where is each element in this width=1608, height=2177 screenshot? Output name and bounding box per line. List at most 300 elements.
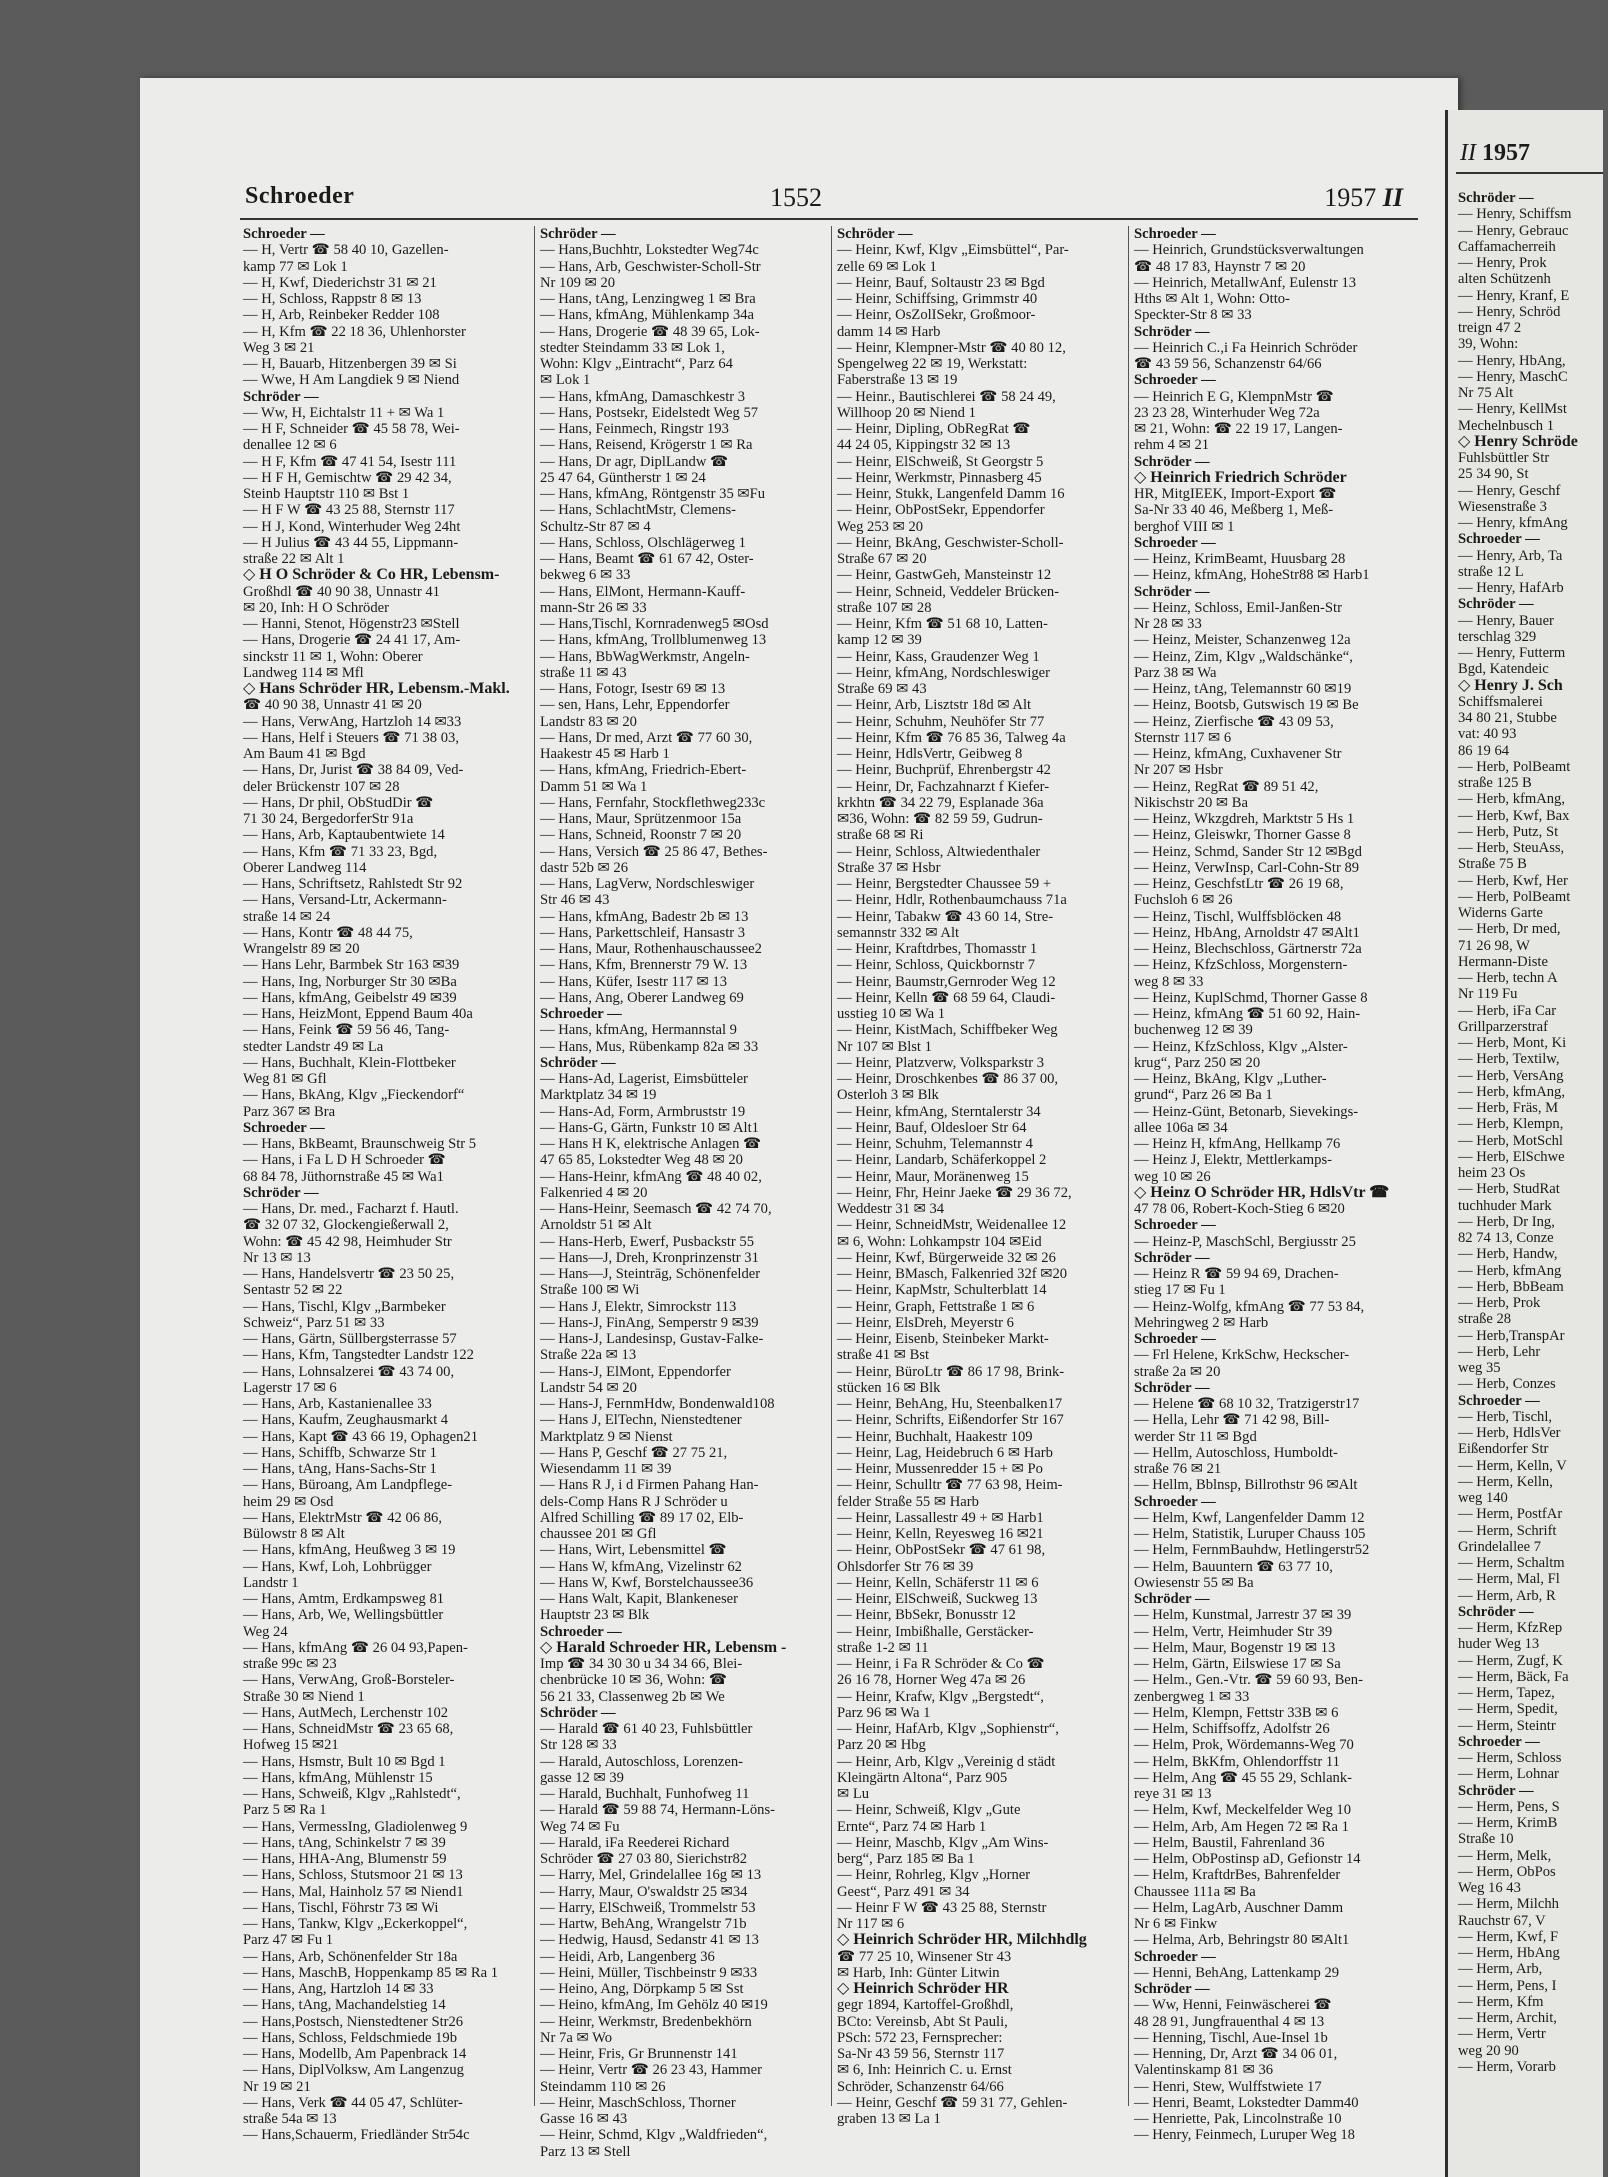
directory-entry: weg 140 (1458, 1490, 1508, 1506)
directory-entry: Marktplatz 34 ✉ 19 (540, 1087, 657, 1104)
directory-entry: — Hans,Tischl, Kornradenweg5 ✉Osd (540, 616, 769, 632)
directory-entry: — Herm, Kwf, F (1458, 1928, 1559, 1945)
directory-entry: Eißendorfer Str (1458, 1441, 1549, 1458)
directory-entry: Landstr 83 ✉ 20 (540, 713, 637, 730)
directory-entry: — Hans, kfmAng, Friedrich-Ebert- (540, 762, 747, 779)
surname-heading: Schröder — (1134, 1591, 1210, 1607)
directory-entry: — Harald, iFa Reederei Richard (540, 1834, 730, 1851)
directory-entry: ✉ Lu (837, 1786, 870, 1802)
directory-entry: — Hans, VermessIng, Gladiolenweg 9 (243, 1818, 468, 1835)
directory-entry: — Heino, Ang, Dörpkamp 5 ✉ Sst (540, 1981, 744, 1997)
directory-entry: — Heino, kfmAng, Im Gehölz 40 ✉19 (540, 1997, 768, 2014)
directory-entry: — Herb, Lehr (1458, 1343, 1541, 1360)
directory-entry: — Hans J, Elektr, Simrockstr 113 (540, 1298, 737, 1315)
directory-entry: straße 54a ✉ 13 (243, 2111, 337, 2127)
directory-entry: gegr 1894, Kartoffel-Großhdl, (837, 1997, 1014, 2014)
directory-entry: — Herm, Spedit, (1458, 1701, 1558, 1718)
surname-heading: Schroeder — (1458, 1392, 1540, 1409)
directory-entry: — Hans—J, Steintrāg, Schönenfelder (540, 1266, 761, 1282)
directory-entry: — Herb, VersAng (1458, 1067, 1564, 1084)
directory-entry: — Herb, Mont, Ki (1458, 1035, 1567, 1051)
directory-entry: — Heinz, VerwInsp, Carl-Cohn-Str 89 (1134, 859, 1360, 876)
directory-entry: — Hans, i Fa L D H Schroeder ☎ (243, 1152, 446, 1169)
directory-entry: ✉ 20, Inh: H O Schröder (243, 599, 389, 616)
directory-entry: Sternstr 117 ✉ 6 (1134, 729, 1232, 746)
directory-entry: — Heinr, GastwGeh, Mansteinstr 12 (837, 567, 1052, 584)
directory-entry: — H, Arb, Reinbeker Redder 108 (243, 307, 440, 324)
directory-entry: — Heinz, Schloss, Emil-Janßen-Str (1134, 599, 1342, 616)
directory-entry: — Heinr, Fhr, Heinr Jaeke ☎ 29 36 72, (837, 1184, 1072, 1201)
directory-entry: — H, Vertr ☎ 58 40 10, Gazellen- (243, 242, 449, 259)
directory-entry: rehm 4 ✉ 21 (1134, 437, 1210, 454)
directory-entry: — Henri, Beamt, Lokstedter Damm40 (1134, 2094, 1359, 2111)
directory-entry: — Herm, Melk, (1458, 1847, 1552, 1864)
directory-entry: Wiesendamm 11 ✉ 39 (540, 1461, 672, 1477)
directory-entry: — Heinr, SchneidMstr, Weidenallee 12 (837, 1217, 1067, 1234)
directory-entry: — Ww, Henni, Feinwäscherei ☎ (1134, 1997, 1332, 2014)
directory-entry: — Herb, StudRat (1458, 1181, 1560, 1198)
directory-entry: — Herm, Pens, S (1458, 1798, 1560, 1815)
directory-entry: — Hans, Kapt ☎ 43 66 19, Ophagen21 (243, 1428, 479, 1445)
directory-entry: Weg 74 ✉ Fu (540, 1818, 620, 1835)
directory-entry: — Herb, ElSchwe (1458, 1148, 1565, 1165)
directory-entry: semannstr 332 ✉ Alt (837, 924, 960, 941)
directory-entry: Parz 13 ✉ Stell (540, 2143, 631, 2160)
column-3 (837, 226, 1125, 2127)
directory-entry: — Heinr, Schrifts, Eißendorfer Str 167 (837, 1412, 1064, 1429)
directory-entry: — Henry, Schiffsm (1458, 206, 1572, 223)
surname-heading: Schroeder — (1458, 531, 1540, 548)
directory-entry: — Herb, kfmAng, (1458, 1083, 1566, 1100)
surname-heading: Schroeder — (1134, 226, 1216, 242)
directory-entry: Straße 37 ✉ Hsbr (837, 859, 941, 876)
directory-entry: — Heinr, BMasch, Falkenried 32f ✉20 (837, 1266, 1068, 1282)
directory-entry: — Hans, Modellb, Am Papenbrack 14 (243, 2046, 467, 2062)
directory-entry: — Hans, Feink ☎ 59 56 46, Tang- (243, 1022, 450, 1039)
directory-entry: — Hellm, Autoschloss, Humboldt- (1134, 1444, 1338, 1461)
directory-entry: — Helm., Gen.-Vtr. ☎ 59 60 93, Ben- (1134, 1672, 1363, 1689)
directory-entry: — Harald ☎ 61 40 23, Fuhlsbüttler (540, 1721, 753, 1737)
directory-entry: ◇ Heinrich Schröder HR, Milchhdlg (837, 1931, 1087, 1949)
surname-heading: Schröder — (243, 388, 319, 405)
directory-entry: — Henry, Feinmech, Luruper Weg 18 (1134, 2127, 1355, 2144)
directory-entry: Wrangelstr 89 ✉ 20 (243, 941, 360, 957)
directory-entry: felder Straße 55 ✉ Harb (837, 1493, 979, 1510)
column-1 (243, 226, 531, 2144)
directory-entry: — Heinr, ElSchweiß, St Georgstr 5 (837, 453, 1044, 470)
directory-entry: — Heinr, Maschb, Klgv „Am Wins- (837, 1834, 1049, 1851)
directory-entry: — Heinz-P, MaschSchl, Bergiusstr 25 (1134, 1233, 1356, 1250)
directory-entry: Hauptstr 23 ✉ Blk (540, 1607, 650, 1624)
directory-entry: 48 28 91, Jungfrauenthal 4 ✉ 13 (1134, 2013, 1325, 2030)
directory-entry: Sa-Nr 43 59 56, Sternstr 117 (837, 2046, 1005, 2062)
directory-entry: Bgd, Katendeic (1458, 661, 1549, 678)
directory-entry: — Henry, Schröd (1458, 303, 1561, 320)
directory-entry: — Hans, ElMont, Hermann-Kauff- (540, 583, 746, 600)
directory-entry: — Herb, Conzes (1458, 1376, 1556, 1393)
directory-entry: — Helm, Schiffsoffz, Adolfstr 26 (1134, 1721, 1330, 1737)
directory-entry: — Henry, HafArb (1458, 580, 1564, 596)
directory-entry: — Hans, Dr, Jurist ☎ 38 84 09, Ved- (243, 762, 464, 779)
directory-entry: — Heinr, Mussenredder 15 + ✉ Po (837, 1461, 1043, 1477)
directory-entry: — Hans,Schauerm, Friedländer Str54c (243, 2127, 470, 2144)
directory-entry: — Herm, Tapez, (1458, 1685, 1555, 1701)
directory-entry: Chaussee 111a ✉ Ba (1134, 1883, 1256, 1900)
directory-entry: — Harry, Mel, Grindelallee 16g ✉ 13 (540, 1867, 762, 1884)
directory-entry: — Hans, Ang, Oberer Landweg 69 (540, 989, 744, 1006)
directory-entry: — Heinr F W ☎ 43 25 88, Sternstr (837, 1899, 1047, 1916)
directory-entry: Rauchstr 67, V (1458, 1912, 1546, 1929)
surname-heading: Schroeder — (1134, 1948, 1216, 1965)
directory-entry: sinckstr 11 ✉ 1, Wohn: Oberer (243, 648, 423, 665)
directory-entry: 71 26 98, W (1458, 937, 1530, 954)
directory-entry: — Heini, Müller, Tischbeinstr 9 ✉33 (540, 1964, 758, 1981)
directory-entry: — Herb, kfmAng (1458, 1262, 1562, 1279)
directory-entry: dastr 52b ✉ 26 (540, 859, 629, 876)
directory-entry: — Heinr, Eisenb, Steinbeker Markt- (837, 1331, 1049, 1347)
directory-entry: — Henry, Arb, Ta (1458, 547, 1563, 564)
directory-entry: Weg 81 ✉ Gfl (243, 1071, 327, 1087)
directory-entry: — Hans, Kontr ☎ 48 44 75, (243, 924, 413, 941)
directory-entry: — Hans, Schneid, Roonstr 7 ✉ 20 (540, 827, 742, 844)
directory-entry: — Hans, Helf i Steuers ☎ 71 38 03, (243, 729, 459, 746)
directory-entry: Straße 75 B (1458, 856, 1527, 873)
directory-entry: — Hans, Kaufm, Zeughausmarkt 4 (243, 1412, 449, 1429)
directory-entry: — Herb, iFa Car (1458, 1002, 1557, 1019)
directory-entry: — Herb, SteuAss, (1458, 840, 1565, 856)
directory-entry: graben 13 ✉ La 1 (837, 2111, 941, 2127)
directory-entry: — Henry, Gebrauc (1458, 222, 1569, 239)
directory-entry: — Harald ☎ 59 88 74, Hermann-Löns- (540, 1802, 776, 1819)
directory-entry: straße 107 ✉ 28 (837, 599, 932, 616)
directory-entry: — Herm, HbAng (1458, 1945, 1560, 1961)
directory-entry: — Heinz, Tischl, Wulffsblöcken 48 (1134, 908, 1342, 925)
directory-entry: Straße 69 ✉ 43 (837, 681, 927, 697)
directory-entry: — Heinrich E G, KlempnMstr ☎ (1134, 388, 1334, 405)
directory-entry: — Heinr, ElSchweiß, Suckweg 13 (837, 1591, 1038, 1607)
directory-entry: Nr 117 ✉ 6 (837, 1916, 905, 1932)
directory-entry: — Heinz, tAng, Telemannstr 60 ✉19 (1134, 681, 1352, 697)
directory-entry: — Hans, Tischl, Klgv „Barmbeker (243, 1298, 446, 1315)
directory-entry: — Hans, Parkettschleif, Hansastr 3 (540, 924, 746, 941)
directory-entry: — Henri, Stew, Wulffstwiete 17 (1134, 2078, 1322, 2095)
directory-entry: — Heinr, Klempner-Mstr ☎ 40 80 12, (837, 339, 1066, 356)
directory-entry: — Hans, VerwAng, Hartzloh 14 ✉33 (243, 713, 462, 730)
directory-entry: straße 28 (1458, 1311, 1512, 1328)
directory-entry: — Henry, Bauer (1458, 612, 1554, 629)
directory-entry: — Hans, Mal, Hainholz 57 ✉ Niend1 (243, 1883, 464, 1900)
directory-entry: — Heinr, Kfm ☎ 76 85 36, Talweg 4a (837, 729, 1066, 746)
directory-entry: Nr 119 Fu (1458, 986, 1518, 1003)
directory-entry: — Herb, Fräs, M (1458, 1100, 1559, 1116)
directory-entry: deler Brückenstr 107 ✉ 28 (243, 778, 400, 795)
directory-entry: Lagerstr 17 ✉ 6 (243, 1379, 337, 1396)
surname-heading: Schröder — (243, 1184, 319, 1201)
directory-entry: — Hellm, Bblnsp, Billrothstr 96 ✉Alt (1134, 1477, 1358, 1494)
column-2 (540, 226, 828, 2160)
directory-entry: ☎ 40 90 38, Unnastr 41 ✉ 20 (243, 697, 422, 714)
directory-entry: — Herb, PolBeamt (1458, 758, 1571, 775)
directory-entry: Straße 100 ✉ Wi (540, 1282, 640, 1299)
directory-entry: — Herm, Bäck, Fa (1458, 1668, 1569, 1685)
directory-page (140, 78, 1458, 2177)
directory-entry: — Hans, Küfer, Isestr 117 ✉ 13 (540, 973, 728, 990)
directory-entry: ◇ Henry Schröde (1458, 432, 1578, 450)
directory-entry: treign 47 2 (1458, 320, 1522, 336)
directory-entry: — Heinr, kfmAng, Nordschleswiger (837, 664, 1051, 681)
directory-entry: straße 2a ✉ 20 (1134, 1363, 1221, 1380)
directory-entry: — Heinr, i Fa R Schröder & Co ☎ (837, 1656, 1045, 1672)
directory-entry: — Herm, Schrift (1458, 1522, 1557, 1539)
directory-entry: heim 29 ✉ Osd (243, 1493, 334, 1510)
directory-entry: — Heinr, Kwf, Klgv „Eimsbüttel“, Par- (837, 242, 1069, 259)
directory-entry: — Hans,Buchhtr, Lokstedter Weg74c (540, 242, 759, 259)
directory-entry: straße 125 B (1458, 775, 1532, 791)
directory-entry: — Heinr, Schloss, Quickbornstr 7 (837, 957, 1036, 974)
directory-entry: — Hans, Mus, Rübenkamp 82a ✉ 33 (540, 1038, 759, 1055)
directory-entry: — Hans—J, Dreh, Kronprinzenstr 31 (540, 1249, 759, 1266)
directory-entry: — Hans, Versich ☎ 25 86 47, Bethes- (540, 843, 768, 860)
directory-entry: — Hans, kfmAng, Mühlenkamp 34a (540, 307, 755, 324)
directory-entry: — Heinr, Kass, Graudenzer Weg 1 (837, 648, 1040, 665)
directory-entry: chaussee 201 ✉ Gfl (540, 1526, 657, 1542)
directory-entry: Sentastr 52 ✉ 22 (243, 1282, 343, 1299)
directory-entry: — Heinr, Platzverw, Volksparkstr 3 (837, 1054, 1045, 1071)
directory-entry: — Heinz, KuplSchmd, Thorner Gasse 8 (1134, 989, 1368, 1006)
directory-entry: — Hans, HeizMont, Eppend Baum 40a (243, 1006, 473, 1022)
directory-entry: Parz 38 ✉ Wa (1134, 664, 1217, 681)
directory-entry: straße 11 ✉ 43 (540, 664, 627, 681)
directory-entry: ✉ 6, Wohn: Lohkampstr 104 ✉Eid (837, 1233, 1042, 1250)
directory-entry: — Hans-Heinr, kfmAng ☎ 48 40 02, (540, 1168, 762, 1185)
directory-entry: Widerns Garte (1458, 905, 1543, 921)
directory-entry: huder Weg 13 (1458, 1636, 1540, 1653)
directory-entry: Nr 28 ✉ 33 (1134, 616, 1202, 632)
directory-entry: — Herb, Kwf, Bax (1458, 807, 1570, 824)
directory-entry: — Hans, DiplVolksw, Am Langenzug (243, 2062, 464, 2079)
directory-entry: — Herm, Schaltm (1458, 1555, 1565, 1571)
directory-entry: — Herm, Kfm (1458, 1993, 1544, 2010)
directory-entry: 44 24 05, Kippingstr 32 ✉ 13 (837, 437, 1011, 454)
directory-entry: — Hans, SchlachtMstr, Clemens- (540, 502, 736, 519)
directory-entry: — Heinz-Günt, Betonarb, Sievekings- (1134, 1103, 1359, 1120)
directory-entry: zenbergweg 1 ✉ 33 (1134, 1688, 1250, 1705)
directory-entry: usstieg 10 ✉ Wa 1 (837, 1006, 946, 1022)
directory-entry: — Hans, kfmAng, Mühlenstr 15 (243, 1769, 433, 1786)
directory-entry: — Herb, techn A (1458, 970, 1558, 986)
directory-entry: — Herb, Dr med, (1458, 921, 1561, 938)
directory-entry: berghof VIII ✉ 1 (1134, 518, 1235, 535)
directory-entry: — Hans, kfmAng, Trollblumenweg 13 (540, 632, 767, 649)
directory-entry: — H, Kfm ☎ 22 18 36, Uhlenhorster (243, 323, 466, 340)
directory-entry: 71 30 24, BergedorferStr 91a (243, 811, 414, 827)
directory-entry: — Heinr, Rohrleg, Klgv „Horner (837, 1867, 1031, 1884)
column-divider (1128, 226, 1129, 2106)
directory-entry: Fuchsloh 6 ✉ 26 (1134, 892, 1233, 909)
adjacent-year: 1957 (1481, 140, 1530, 166)
directory-entry: — Heinr, Kraftdrbes, Thomasstr 1 (837, 941, 1038, 957)
directory-entry: — Helm, Gärtn, Eilswiese 17 ✉ Sa (1134, 1656, 1341, 1672)
directory-entry: — Herm, Vertr (1458, 2026, 1546, 2043)
directory-entry: Straße 22a ✉ 13 (540, 1347, 637, 1364)
directory-entry: — Heinz, kfmAng ☎ 51 60 92, Hain- (1134, 1006, 1361, 1022)
directory-entry: Schröder ☎ 27 03 80, Sierichstr82 (540, 1851, 748, 1867)
directory-entry: — Hans, Lohnsalzerei ☎ 43 74 00, (243, 1363, 455, 1380)
directory-entry: stedter Landstr 49 ✉ La (243, 1038, 384, 1055)
directory-entry: — Heinr, Arb, Lisztstr 18d ✉ Alt (837, 697, 1032, 714)
directory-entry: stieg 17 ✉ Fu 1 (1134, 1282, 1226, 1299)
directory-entry: — Hans, Arb, Geschwister-Scholl-Str (540, 258, 761, 275)
surname-heading: Schroeder — (243, 226, 325, 242)
directory-entry: berg“, Parz 185 ✉ Ba 1 (837, 1851, 975, 1867)
directory-entry: — Hans, kfmAng ☎ 26 04 93,Papen- (243, 1639, 468, 1656)
directory-entry: Wiesenstraße 3 (1458, 498, 1547, 515)
directory-entry: — Helm, Maur, Bogenstr 19 ✉ 13 (1134, 1639, 1336, 1656)
directory-entry: Straße 67 ✉ 20 (837, 551, 927, 567)
directory-entry: — H F H, Gemischtw ☎ 29 42 34, (243, 469, 452, 486)
directory-entry: — Hans, Handelsvertr ☎ 23 50 25, (243, 1266, 455, 1282)
directory-entry: Nr 109 ✉ 20 (540, 274, 616, 291)
directory-entry: straße 68 ✉ Ri (837, 827, 924, 844)
directory-entry: — Hans, SchneidMstr ☎ 23 65 68, (243, 1721, 454, 1737)
directory-entry: — Heinr, OsZolISekr, Großmoor- (837, 307, 1036, 324)
directory-entry: — Hans-J, ElMont, Eppendorfer (540, 1363, 731, 1380)
page-header-title: Schroeder (245, 183, 355, 209)
column-divider (831, 226, 832, 2106)
directory-entry: Hermann-Diste (1458, 953, 1548, 970)
directory-entry: — Hans, Dr. med., Facharzt f. Hautl. (243, 1201, 459, 1217)
directory-entry: — Helm, Statistik, Luruper Chauss 105 (1134, 1526, 1366, 1542)
directory-entry: terschlag 329 (1458, 628, 1537, 645)
directory-entry: — Hans J, ElTechn, Nienstedtener (540, 1412, 742, 1429)
directory-entry: — Herm, Steintr (1458, 1717, 1556, 1734)
directory-entry: — Hans H K, elektrische Anlagen ☎ (540, 1136, 762, 1152)
directory-entry: — Heinr, Fris, Gr Brunnenstr 141 (540, 2046, 738, 2062)
directory-entry: — Heinr, Tabakw ☎ 43 60 14, Stre- (837, 908, 1054, 925)
directory-entry: — Heinz, kfmAng, Cuxhavener Str (1134, 746, 1342, 762)
year-label: 1957 (1324, 183, 1377, 212)
directory-entry: — Harald, Autoschloss, Lorenzen- (540, 1753, 744, 1770)
directory-entry: — Herb, kfmAng, (1458, 791, 1566, 808)
directory-entry: — Hans, Schriftsetz, Rahlstedt Str 92 (243, 876, 463, 892)
directory-entry: Landstr 1 (243, 1574, 299, 1591)
directory-entry: Oberer Landweg 114 (243, 859, 367, 876)
directory-entry: — Heinz, KfzSchloss, Morgenstern- (1134, 957, 1348, 974)
directory-entry: Str 46 ✉ 43 (540, 892, 610, 909)
directory-entry: kamp 12 ✉ 39 (837, 632, 922, 649)
directory-entry: — Heinr, Werkmstr, Bredenbekhörn (540, 2013, 752, 2030)
directory-entry: — H, Kwf, Diederichstr 31 ✉ 21 (243, 274, 437, 291)
directory-entry: — Hans, Amtm, Erdkampsweg 81 (243, 1591, 445, 1607)
directory-entry: Nr 7a ✉ Wo (540, 2029, 612, 2046)
directory-entry: — Herm, Zugf, K (1458, 1652, 1563, 1669)
directory-entry: Marktplatz 9 ✉ Nienst (540, 1428, 673, 1445)
directory-entry: — Wwe, H Am Langdiek 9 ✉ Niend (243, 372, 460, 389)
directory-entry: straße 1-2 ✉ 11 (837, 1639, 929, 1656)
directory-entry: ◇ Heinz O Schröder HR, HdlsVtr ☎ (1134, 1183, 1390, 1201)
directory-entry: — Hans, MaschB, Hoppenkamp 85 ✉ Ra 1 (243, 1964, 499, 1981)
directory-entry: — Hans, Maur, Rothenhauschaussee2 (540, 941, 762, 957)
directory-entry: — Heinr, BbSekr, Bonusstr 12 (837, 1607, 1016, 1624)
adjacent-column (1458, 190, 1608, 2170)
directory-entry: — H F, Schneider ☎ 45 58 78, Wei- (243, 421, 460, 437)
directory-entry: Geest“, Parz 491 ✉ 34 (837, 1883, 970, 1900)
surname-heading: Schroeder — (1134, 1331, 1216, 1347)
directory-entry: ✉ 6, Inh: Heinrich C. u. Ernst (837, 2062, 1012, 2079)
directory-entry: — Hans, Schloss, Olschlägerweg 1 (540, 534, 746, 551)
directory-entry: — Hans Lehr, Barmbek Str 163 ✉39 (243, 957, 460, 974)
directory-entry: — Heinr, ElsDreh, Meyerstr 6 (837, 1314, 1014, 1331)
directory-entry: — Heinr, Kelln, Reyesweg 16 ✉21 (837, 1526, 1044, 1542)
directory-entry: — Henry, kfmAng (1458, 515, 1568, 531)
directory-entry: — Henry, Geschf (1458, 482, 1561, 499)
directory-entry: — Hartw, BehAng, Wrangelstr 71b (540, 1916, 747, 1932)
directory-entry: — Hans, Maur, Sprützenmoor 15a (540, 811, 742, 827)
directory-entry: — Hans, VerwAng, Groß-Borsteler- (243, 1672, 455, 1689)
directory-entry: — Hans-Heinr, Seemasch ☎ 42 74 70, (540, 1201, 772, 1217)
directory-entry: Nr 75 Alt (1458, 385, 1514, 401)
directory-entry: — Hans, tAng, Hans-Sachs-Str 1 (243, 1461, 437, 1477)
directory-entry: — Harry, ElSchweiß, Trommelstr 53 (540, 1899, 756, 1916)
directory-entry: — Herb,TranspAr (1458, 1327, 1565, 1344)
directory-entry: — Hans, Feinmech, Ringstr 193 (540, 421, 729, 437)
directory-entry: tuchhuder Mark (1458, 1197, 1552, 1214)
directory-entry: Ohlsdorfer Str 76 ✉ 39 (837, 1558, 974, 1575)
directory-entry: Wohn: ☎ 45 42 98, Heimhuder Str (243, 1233, 452, 1250)
directory-entry: — H, Bauarb, Hitzenbergen 39 ✉ Si (243, 356, 457, 372)
directory-entry: — Hans, kfmAng, Hermannstal 9 (540, 1022, 737, 1039)
directory-entry: — Helene ☎ 68 10 32, Tratzigerstr17 (1134, 1396, 1360, 1412)
directory-entry: — Herm, PostfAr (1458, 1506, 1563, 1523)
directory-entry: Schweiz“, Parz 51 ✉ 33 (243, 1314, 385, 1331)
directory-entry: Parz 5 ✉ Ra 1 (243, 1802, 327, 1819)
directory-entry: — Hans, Kfm ☎ 71 33 23, Bgd, (243, 843, 438, 860)
directory-entry: — H F W ☎ 43 25 88, Sternstr 117 (243, 502, 455, 519)
directory-entry: 34 80 21, Stubbe (1458, 710, 1557, 726)
directory-entry: Wohn: Klgv „Eintracht“, Parz 64 (540, 356, 733, 372)
directory-entry: — Hans, BkAng, Klgv „Fieckendorf“ (243, 1087, 465, 1104)
directory-entry: Owiesenstr 55 ✉ Ba (1134, 1574, 1254, 1591)
surname-heading: Schroeder — (1134, 1217, 1216, 1234)
directory-entry: Osterloh 3 ✉ Blk (837, 1087, 939, 1104)
directory-entry: BCto: Vereinsb, Abt St Pauli, (837, 2013, 1008, 2030)
directory-entry: straße 99c ✉ 23 (243, 1656, 337, 1672)
directory-entry: — Helm, Arb, Am Hegen 72 ✉ Ra 1 (1134, 1818, 1349, 1835)
surname-heading: Schröder — (837, 226, 913, 242)
directory-entry: straße 12 L (1458, 563, 1524, 580)
directory-entry: — Hans, Büroang, Am Landpflege- (243, 1477, 453, 1494)
directory-entry: ☎ 32 07 32, Glockengießerwall 2, (243, 1217, 449, 1234)
directory-entry: — Herb, Prok (1458, 1295, 1541, 1311)
directory-entry: — Herm, Milchh (1458, 1896, 1559, 1913)
directory-entry: — Heinz J, Elektr, Mettlerkamps- (1134, 1152, 1332, 1169)
directory-entry: — Helm, ObPostinsp aD, Gefionstr 14 (1134, 1851, 1361, 1867)
directory-entry: — Hans W, Kwf, Borstelchaussee36 (540, 1574, 754, 1591)
directory-entry: — Heinr, Schiffsing, Grimmstr 40 (837, 291, 1038, 307)
directory-entry: — Heinr, Lag, Heidebruch 6 ✉ Harb (837, 1444, 1053, 1461)
page-header-year (1324, 183, 1403, 213)
directory-entry: — Henry, Prok (1458, 255, 1547, 271)
directory-entry: — Harald, Buchhalt, Funhofweg 11 (540, 1786, 750, 1802)
directory-entry: — Heinz, RegRat ☎ 89 51 42, (1134, 778, 1319, 795)
directory-entry: werder Str 11 ✉ Bgd (1134, 1428, 1257, 1445)
directory-entry: — H J, Kond, Winterhuder Weg 24ht (243, 518, 461, 535)
directory-entry: — Herm, KfzRep (1458, 1620, 1563, 1636)
directory-entry: — Helm, Kwf, Meckelfelder Weg 10 (1134, 1802, 1351, 1819)
directory-entry: — Herb, MotSchl (1458, 1132, 1563, 1149)
directory-entry: — Heinz, Wkzgdreh, Marktstr 5 Hs 1 (1134, 811, 1355, 827)
directory-entry: — Herb, Klempn, (1458, 1116, 1564, 1133)
